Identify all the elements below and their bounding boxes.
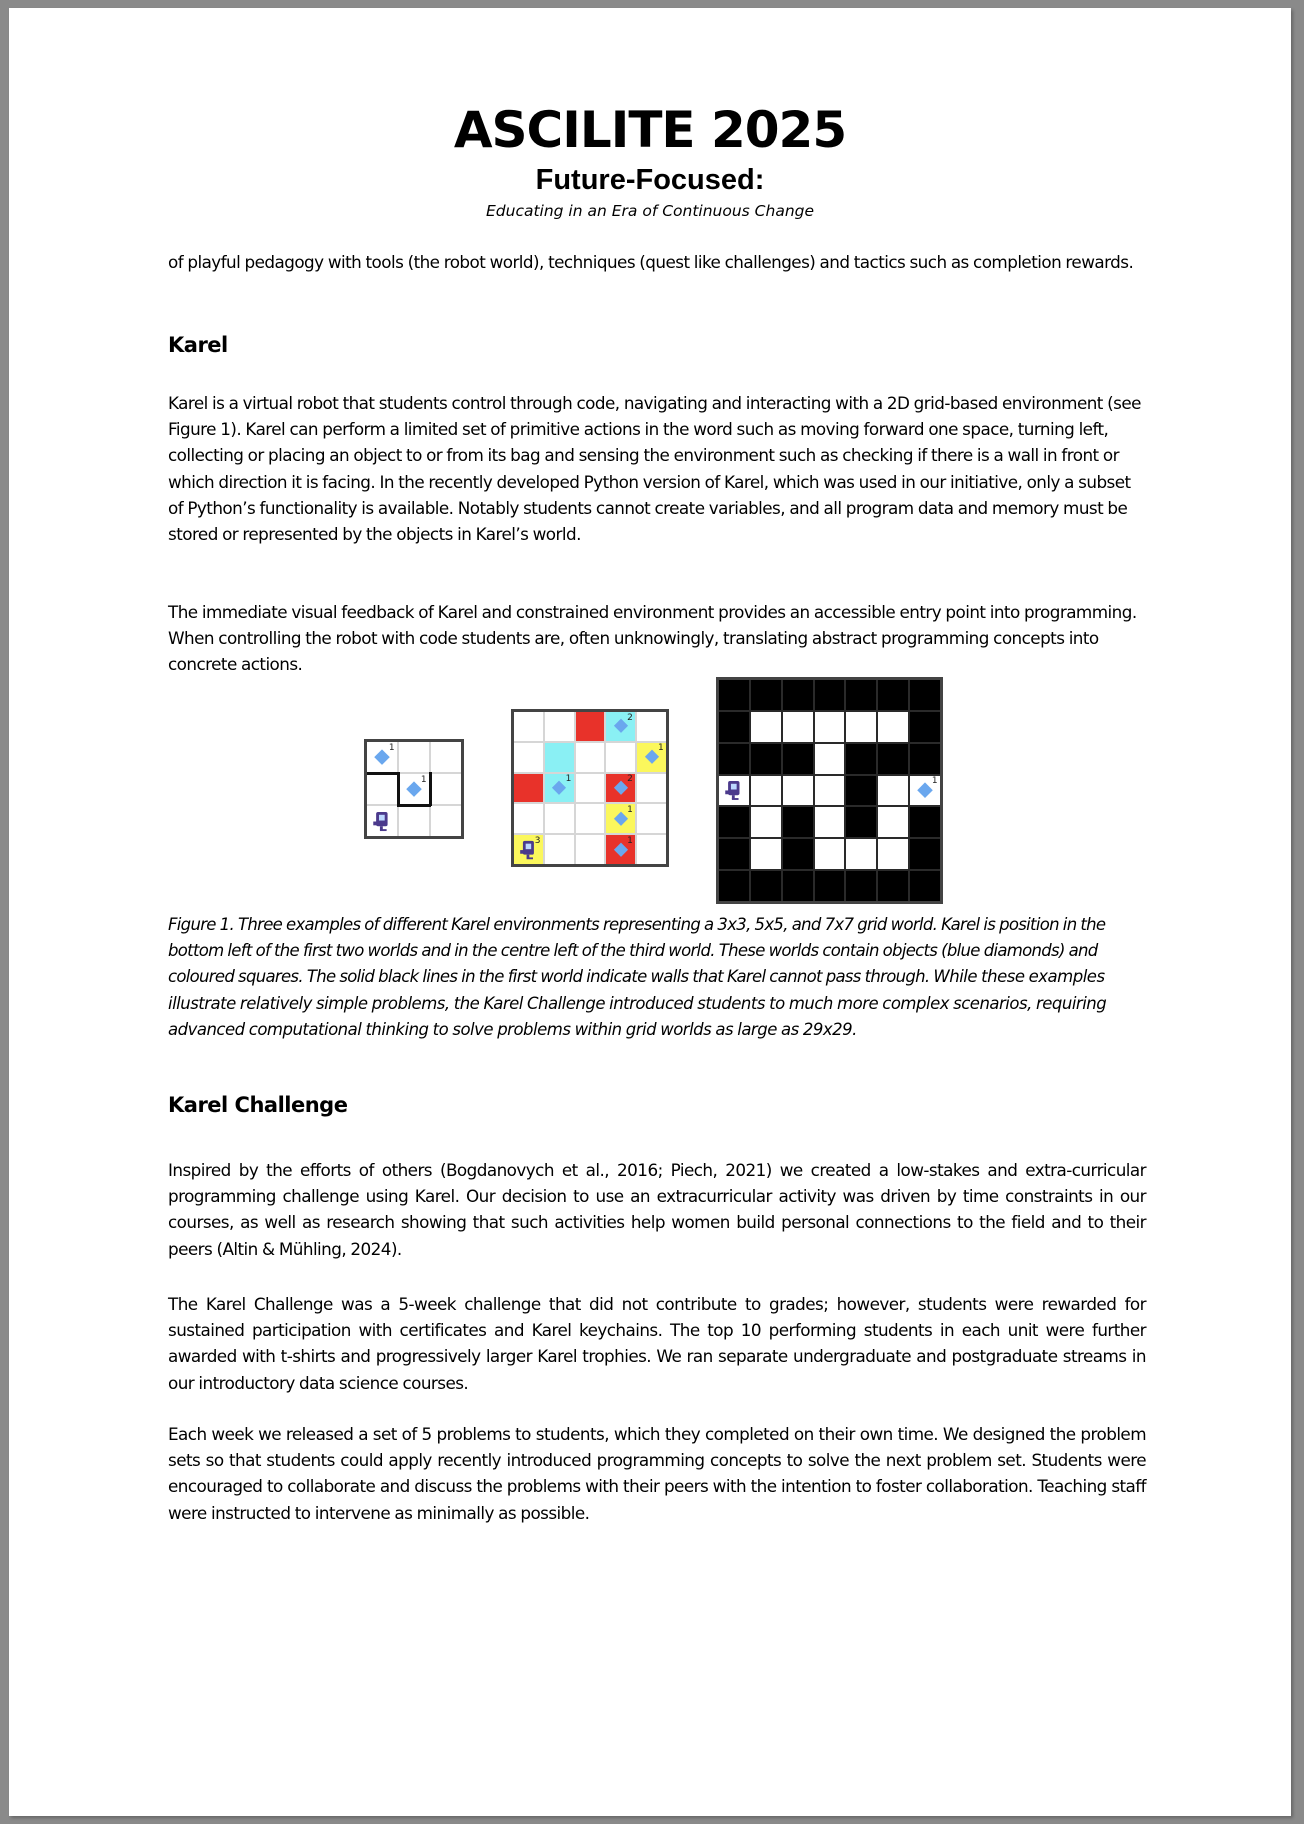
- grid-cell: [751, 680, 781, 710]
- section-heading-karel: Karel: [168, 333, 228, 357]
- object-count: 1: [627, 835, 633, 846]
- grid-cell: [399, 806, 429, 836]
- grid-cell: [367, 774, 397, 804]
- grid-cell: [751, 712, 781, 742]
- grid-cell: [878, 744, 908, 774]
- conference-title: ASCILITE 2025: [453, 101, 847, 159]
- grid-cell: [846, 807, 876, 837]
- grid-cell: [367, 806, 397, 836]
- challenge-paragraph-3: Each week we released a set of 5 problems to students, which they completed on their own time. We designed the problem sets so that students could apply recently introduced programming concepts to solve the next problem set. Students were encouraged to collaborate and discuss the problems with their peers with the intention to foster collaboration. Teaching staff were instructed to intervene as minimally as possible.: [168, 1424, 1146, 1523]
- grid-cell: [783, 807, 813, 837]
- grid-cell: [783, 776, 813, 806]
- beeper-diamond-icon: [644, 750, 659, 765]
- karel-robot-icon: [723, 780, 743, 801]
- object-count: 1: [657, 743, 664, 754]
- intro-paragraph: of playful pedagogy with tools (the robot world), techniques (quest like challenges) and tactics such as completion rewards.: [168, 252, 1134, 272]
- grid-cell: [846, 712, 876, 742]
- grid-cell: [719, 871, 749, 901]
- grid-cell: [783, 839, 813, 869]
- grid-cell: [637, 835, 666, 864]
- challenge-paragraph-1: Inspired by the efforts of others (Bogdanovych et al., 2016; Piech, 2021) we created a low-stakes and extra-curricular programming challenge using Karel. Our decision to use an extracurricular activity was driven by time constraints in our courses, as well as research showing that such activities help women build personal connections to the field and to their peers (Altin & Mühling, 2024).: [168, 1160, 1146, 1259]
- grid-cell: [576, 835, 605, 864]
- grid-cell: [910, 712, 940, 742]
- grid-cell: [606, 774, 635, 803]
- grid-cell: [545, 743, 574, 772]
- object-count: 1: [627, 804, 633, 815]
- grid-cell: [576, 712, 605, 741]
- grid-cell: [576, 774, 605, 803]
- wall-segment: [367, 772, 399, 775]
- wall-segment: [429, 772, 432, 805]
- grid-cell: [878, 712, 908, 742]
- grid-cell: [783, 871, 813, 901]
- grid-cell: [815, 807, 845, 837]
- grid-cell: [751, 776, 781, 806]
- grid-cell: [637, 712, 666, 741]
- grid-cell: [878, 871, 908, 901]
- grid-cell: [815, 712, 845, 742]
- grid-cell: [719, 680, 749, 710]
- grid-cell: [751, 807, 781, 837]
- grid-cell: [910, 744, 940, 774]
- object-count: 2: [627, 712, 633, 723]
- object-count: 1: [388, 742, 395, 753]
- grid-cell: [545, 804, 574, 833]
- beeper-diamond-icon: [613, 842, 628, 857]
- grid-cell: [846, 839, 876, 869]
- grid-cell: [815, 744, 845, 774]
- karel-world-3x3: [364, 739, 464, 839]
- grid-cell: [514, 712, 543, 741]
- grid-cell: [514, 774, 543, 803]
- beeper-diamond-icon: [613, 811, 628, 826]
- grid-cell: [815, 871, 845, 901]
- beeper-diamond-icon: [374, 749, 389, 764]
- wall-segment: [397, 804, 430, 807]
- beeper-diamond-icon: [406, 781, 421, 796]
- grid-cell: [637, 804, 666, 833]
- grid-cell: [545, 835, 574, 864]
- grid-cell: [606, 835, 635, 864]
- grid-cell: [719, 839, 749, 869]
- grid-cell: [399, 742, 429, 772]
- grid-cell: [606, 743, 635, 772]
- conference-subtitle: Future-Focused:: [535, 164, 765, 196]
- conference-tagline: Educating in an Era of Continuous Change: [485, 202, 815, 220]
- grid-cell: [514, 835, 543, 864]
- grid-cell: [367, 742, 397, 772]
- grid-cell: [545, 712, 574, 741]
- grid-cell: [910, 680, 940, 710]
- document-page: [9, 8, 1291, 1816]
- karel-robot-icon: [371, 811, 391, 832]
- grid-cell: [910, 807, 940, 837]
- karel-world-5x5: [511, 709, 669, 867]
- challenge-paragraph-2: The Karel Challenge was a 5-week challenge that did not contribute to grades; however, students were rewarded for sustained participation with certificates and Karel keychains. The top 10 performing students in each unit were further awarded with t-shirts and progressively larger Karel trophies. We ran separate undergraduate and postgraduate streams in our introductory data science courses.: [168, 1294, 1146, 1393]
- grid-cell: [878, 807, 908, 837]
- grid-cell: [783, 680, 813, 710]
- grid-cell: [719, 744, 749, 774]
- grid-cell: [846, 871, 876, 901]
- grid-cell: [399, 774, 429, 804]
- grid-cell: [815, 680, 845, 710]
- grid-cell: [576, 804, 605, 833]
- object-count: 1: [931, 776, 938, 787]
- grid-cell: [910, 871, 940, 901]
- grid-cell: [431, 742, 461, 772]
- grid-cell: [846, 680, 876, 710]
- grid-cell: [576, 743, 605, 772]
- grid-cell: [751, 839, 781, 869]
- grid-cell: [783, 712, 813, 742]
- grid-cell: [719, 776, 749, 806]
- karel-paragraph-1: Karel is a virtual robot that students control through code, navigating and interacting with a 2D grid-based environment (see Figure 1). Karel can perform a limited set of primitive actions in the word such as moving forward one space, turning left, collecting or placing an object to or from its bag and sensing the environment such as checking if there is a wall in front or which direction it is facing. In the recently developed Python version of Karel, which was used in our initiative, only a subset of Python’s functionality is available. Notably students cannot create variables, and all program data and memory must be stored or represented by the objects in Karel’s world.: [168, 393, 1141, 545]
- grid-cell: [719, 807, 749, 837]
- grid-cell: [431, 774, 461, 804]
- object-count: 1: [565, 774, 572, 785]
- grid-cell: [514, 743, 543, 772]
- grid-cell: [606, 804, 635, 833]
- object-count: 3: [534, 835, 541, 846]
- object-count: 1: [420, 774, 427, 785]
- wall-segment: [397, 772, 400, 804]
- grid-cell: [815, 839, 845, 869]
- beeper-diamond-icon: [613, 781, 628, 796]
- grid-cell: [815, 776, 845, 806]
- object-count: 2: [627, 774, 633, 785]
- grid-cell: [878, 776, 908, 806]
- figure-caption: [168, 912, 1153, 1043]
- beeper-diamond-icon: [613, 719, 628, 734]
- section-heading-karel-challenge: Karel Challenge: [168, 1093, 348, 1117]
- beeper-diamond-icon: [552, 781, 567, 796]
- grid-cell: [637, 774, 666, 803]
- grid-cell: [545, 774, 574, 803]
- grid-cell: [878, 680, 908, 710]
- grid-cell: [846, 776, 876, 806]
- grid-cell: [878, 839, 908, 869]
- grid-cell: [846, 744, 876, 774]
- figure-caption-extra: While these examples illustrate relatively simple problems, the Karel Challenge introduced students to much more complex scenarios, requiring advanced computational thinking to solve problems within grid worlds as large as 29x29.: [168, 967, 1107, 1039]
- grid-cell: [719, 712, 749, 742]
- grid-cell: [514, 804, 543, 833]
- grid-cell: [431, 806, 461, 836]
- figure-caption-main: Figure 1. Three examples of different Karel environments representing a 3x3, 5x5, and 7x7 grid world. Karel is position in the bottom left of the first two worlds and in the centre left of the third world. These worlds contain objects (blue diamonds) and coloured squares. The solid black lines in the first world indicate walls that Karel cannot pass through.: [168, 915, 1106, 987]
- grid-cell: [637, 743, 666, 772]
- karel-world-7x7: [716, 677, 943, 904]
- grid-cell: [751, 871, 781, 901]
- grid-cell: [783, 744, 813, 774]
- karel-paragraph-2: The immediate visual feedback of Karel and constrained environment provides an accessible entry point into programming. When controlling the robot with code students are, often unknowingly, translating abstract programming concepts into concrete actions.: [168, 602, 1137, 675]
- grid-cell: [910, 839, 940, 869]
- grid-cell: [751, 744, 781, 774]
- grid-cell: [910, 776, 940, 806]
- grid-cell: [606, 712, 635, 741]
- beeper-diamond-icon: [917, 783, 932, 798]
